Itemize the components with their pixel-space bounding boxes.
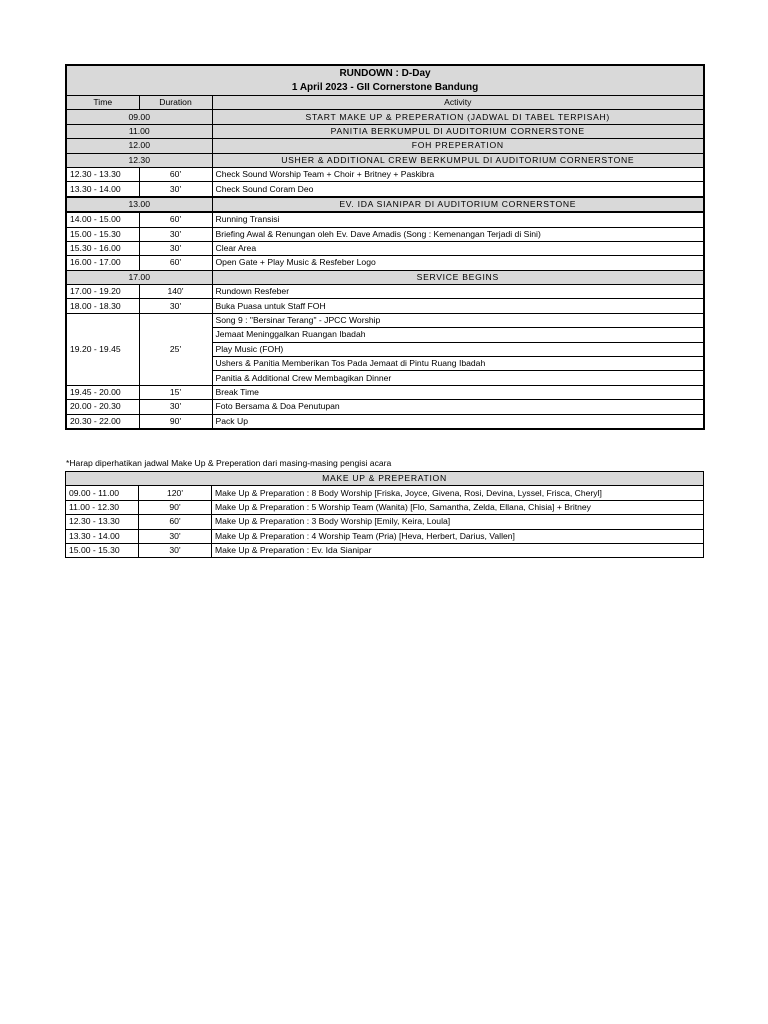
activity-cell: PANITIA BERKUMPUL DI AUDITORIUM CORNERSTONE [212,124,704,138]
activity-cell: Make Up & Preparation : 4 Worship Team (Pria) [Heva, Herbert, Darius, Vallen] [212,529,704,543]
time-cell: 11.00 - 12.30 [66,500,139,514]
table-row [66,153,704,167]
table-row [66,285,704,299]
makeup-header: MAKE UP & PREPERATION [66,472,704,486]
rundown-title-cell [66,65,704,96]
rundown-title: RUNDOWN : D-Day [339,68,431,79]
activity-cell: Check Sound Coram Deo [212,182,704,197]
time-cell: 15.30 - 16.00 [66,241,139,255]
duration-cell: 60' [139,167,212,181]
time-cell: 12.30 [66,153,212,167]
rundown-table [65,64,705,430]
rundown-subtitle: 1 April 2023 - GII Cornerstone Bandung [291,82,479,93]
table-row [66,167,704,181]
table-row [66,227,704,241]
table-row [66,270,704,284]
makeup-note: *Harap diperhatikan jadwal Make Up & Preperation dari masing-masing pengisi acara [66,458,392,468]
table-row [66,124,704,138]
table-row [66,313,704,327]
duration-cell: 30' [139,227,212,241]
time-cell: 13.30 - 14.00 [66,182,139,197]
time-cell: 17.00 [66,270,212,284]
time-cell: 12.30 - 13.30 [66,515,139,529]
time-cell: 13.30 - 14.00 [66,529,139,543]
duration-cell: 30' [139,529,212,543]
header-activity: Activity [212,96,704,110]
duration-cell: 90' [139,414,212,429]
activity-cell: Ushers & Panitia Memberikan Tos Pada Jemaat di Pintu Ruang Ibadah [212,357,704,371]
activity-cell: START MAKE UP & PREPERATION (JADWAL DI TABEL TERPISAH) [212,110,704,124]
time-cell: 17.00 - 19.20 [66,285,139,299]
duration-cell: 140' [139,285,212,299]
activity-cell: Jemaat Meninggalkan Ruangan Ibadah [212,328,704,342]
table-row [66,241,704,255]
activity-cell: USHER & ADDITIONAL CREW BERKUMPUL DI AUDITORIUM CORNERSTONE [212,153,704,167]
time-cell: 14.00 - 15.00 [66,212,139,227]
table-row [66,299,704,313]
table-row [66,197,704,212]
time-cell: 16.00 - 17.00 [66,256,139,270]
makeup-table [65,471,704,558]
time-cell: 19.45 - 20.00 [66,385,139,399]
time-cell: 19.20 - 19.45 [66,313,139,385]
activity-cell: Song 9 : "Bersinar Terang" - JPCC Worship [212,313,704,327]
time-cell: 13.00 [66,197,212,212]
header-duration: Duration [139,96,212,110]
duration-cell: 60' [139,515,212,529]
table-row [66,110,704,124]
activity-cell: Pack Up [212,414,704,429]
time-cell: 20.00 - 20.30 [66,400,139,414]
activity-cell: Make Up & Preparation : Ev. Ida Sianipar [212,543,704,557]
duration-cell: 90' [139,500,212,514]
activity-cell: EV. IDA SIANIPAR DI AUDITORIUM CORNERSTONE [212,197,704,212]
table-row [66,139,704,153]
table-row [66,385,704,399]
activity-cell: Break Time [212,385,704,399]
activity-cell: Clear Area [212,241,704,255]
activity-cell: Make Up & Preparation : 8 Body Worship [Friska, Joyce, Givena, Rosi, Devina, Lyssel, Frisca, Cheryl] [212,486,704,500]
table-row [66,182,704,197]
duration-cell: 30' [139,400,212,414]
time-cell: 15.00 - 15.30 [66,227,139,241]
duration-cell: 60' [139,212,212,227]
table-row [66,400,704,414]
activity-cell: Make Up & Preparation : 3 Body Worship [Emily, Keira, Loula] [212,515,704,529]
duration-cell: 25' [139,313,212,385]
activity-cell: Play Music (FOH) [212,342,704,356]
table-row [66,529,704,543]
table-row [66,414,704,429]
time-cell: 18.00 - 18.30 [66,299,139,313]
time-cell: 12.00 [66,139,212,153]
table-row [66,256,704,270]
activity-cell: Foto Bersama & Doa Penutupan [212,400,704,414]
activity-cell: Briefing Awal & Renungan oleh Ev. Dave Amadis (Song : Kemenangan Terjadi di Sini) [212,227,704,241]
duration-cell: 120' [139,486,212,500]
table-row [66,543,704,557]
table-row [66,515,704,529]
activity-cell: Open Gate + Play Music & Resfeber Logo [212,256,704,270]
time-cell: 09.00 - 11.00 [66,486,139,500]
activity-cell: Check Sound Worship Team + Choir + Britney + Paskibra [212,167,704,181]
activity-cell: Make Up & Preparation : 5 Worship Team (Wanita) [Flo, Samantha, Zelda, Ellana, Chisia] + Britney [212,500,704,514]
duration-cell: 60' [139,256,212,270]
time-cell: 11.00 [66,124,212,138]
duration-cell: 30' [139,182,212,197]
activity-cell: Running Transisi [212,212,704,227]
time-cell: 15.00 - 15.30 [66,543,139,557]
activity-cell: SERVICE BEGINS [212,270,704,284]
time-cell: 09.00 [66,110,212,124]
time-cell: 20.30 - 22.00 [66,414,139,429]
table-row [66,500,704,514]
duration-cell: 30' [139,299,212,313]
activity-cell: Panitia & Additional Crew Membagikan Dinner [212,371,704,385]
activity-cell: FOH PREPERATION [212,139,704,153]
header-time: Time [66,96,139,110]
duration-cell: 30' [139,543,212,557]
duration-cell: 15' [139,385,212,399]
makeup-header-row [66,472,704,486]
time-cell: 12.30 - 13.30 [66,167,139,181]
rundown-header-row [66,96,704,110]
duration-cell: 30' [139,241,212,255]
table-row [66,486,704,500]
table-row [66,212,704,227]
activity-cell: Buka Puasa untuk Staff FOH [212,299,704,313]
activity-cell: Rundown Resfeber [212,285,704,299]
